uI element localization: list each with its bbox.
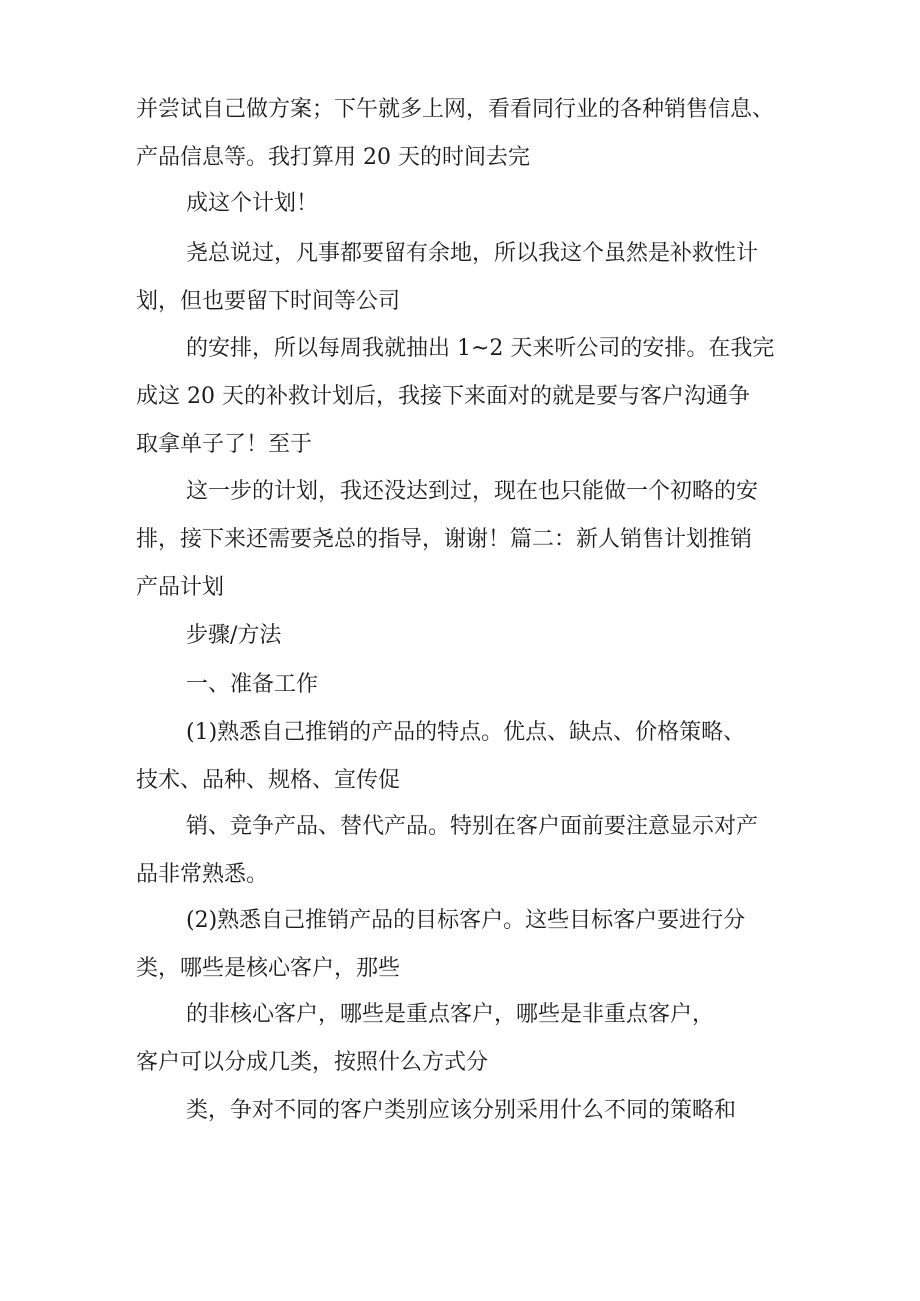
text-line: 技术、品种、规格、宣传促 <box>136 768 401 793</box>
paragraph-2 <box>136 180 836 228</box>
text-line: 成这个计划！ <box>186 191 319 216</box>
text-line: 类，哪些是核心客户，那些 <box>136 956 401 981</box>
text-line: 销、竞争产品、替代产品。特别在客户面前要注意显示对产 <box>186 814 759 839</box>
paragraph-9 <box>136 803 836 899</box>
text-line: 品非常熟悉。 <box>136 862 269 887</box>
text-line: 排，接下来还需要尧总的指导，谢谢！篇二：新人销售计划推销 <box>136 527 753 552</box>
text-line: 步骤/方法 <box>186 623 282 648</box>
paragraph-1 <box>136 86 836 182</box>
text-line: 划，但也要留下时间等公司 <box>136 289 401 314</box>
paragraph-12 <box>136 1087 836 1135</box>
text-line: 的安排，所以每周我就抽出 1~2 天来听公司的安排。在我完 <box>186 336 775 361</box>
text-line: (2)熟悉自己推销产品的目标客户。这些目标客户要进行分 <box>186 908 746 933</box>
text-line: 的非核心客户，哪些是重点客户，哪些是非重点客户， <box>186 1002 715 1027</box>
paragraph-4 <box>136 325 836 469</box>
paragraph-8 <box>136 709 836 805</box>
text-line: (1)熟悉自己推销的产品的特点。优点、缺点、价格策略、 <box>186 720 746 745</box>
paragraph-11 <box>136 991 836 1087</box>
paragraph-5 <box>136 468 836 612</box>
text-line: 尧总说过，凡事都要留有余地，所以我这个虽然是补救性计 <box>186 241 759 266</box>
text-line: 成这 20 天的补救计划后，我接下来面对的就是要与客户沟通争 <box>136 384 750 409</box>
text-line: 产品信息等。我打算用 20 天的时间去完 <box>136 145 530 170</box>
text-line: 取拿单子了！至于 <box>136 432 313 457</box>
text-line: 类，争对不同的客户类别应该分别采用什么不同的策略和 <box>186 1098 737 1123</box>
paragraph-7 <box>136 661 836 709</box>
text-line: 并尝试自己做方案；下午就多上网，看看同行业的各种销售信息、 <box>136 97 775 122</box>
text-line: 一、准备工作 <box>186 672 319 697</box>
paragraph-10 <box>136 897 836 993</box>
text-line: 客户可以分成几类，按照什么方式分 <box>136 1050 489 1075</box>
text-line: 这一步的计划，我还没达到过，现在也只能做一个初略的安 <box>186 479 759 504</box>
paragraph-6 <box>136 612 836 660</box>
paragraph-3 <box>136 230 836 326</box>
text-line: 产品计划 <box>136 575 225 600</box>
